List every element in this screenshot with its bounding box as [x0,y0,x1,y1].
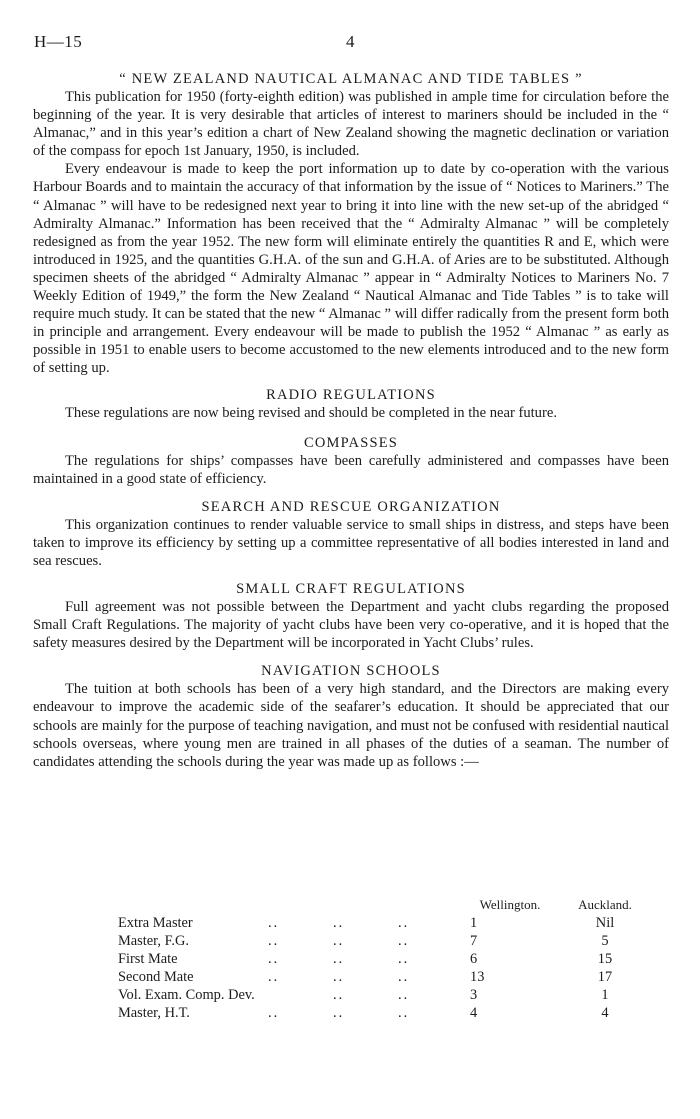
table-row [110,968,660,986]
table-row [110,950,660,968]
table-row [110,1004,660,1022]
wellington-value: 13 [470,969,485,985]
auckland-value: 5 [601,933,609,949]
row-label: Master, H.T. [118,1005,190,1021]
navigation-heading: NAVIGATION SCHOOLS [261,663,441,680]
row-label: Extra Master [118,915,193,931]
row-label: Master, F.G. [118,933,190,949]
column-header-wellington: Wellington. [479,897,541,912]
search-rescue-heading: SEARCH AND RESCUE ORGANIZATION [201,498,501,515]
compasses-heading: COMPASSES [303,434,399,451]
wellington-value: 7 [470,933,478,949]
auckland-value: 4 [601,1005,609,1021]
leader-dots: .. [268,915,280,931]
page-body [33,70,669,771]
leader-dots: .. [333,987,345,1003]
almanac-paragraph: This publication for 1950 (forty-eighth edition) was published in ample time for circulation before the beginning of the year. It is very desirable that articles of interest to mariners should be included in the “ Almanac,” and in this year’s edition a chart of New Zealand showing the magnetic declination or variation of the compass for epoch 1st January, 1950, is included. [33,89,669,160]
auckland-value: 17 [597,969,613,985]
leader-dots: .. [333,969,345,985]
auckland-value: 1 [601,987,609,1003]
leader-dots: .. [398,987,410,1003]
table-header-row [110,896,660,914]
radio-paragraph: These regulations are now being revised and should be completed in the near future. [65,404,557,421]
wellington-value: 3 [470,987,478,1003]
leader-dots: .. [333,915,345,931]
column-header-auckland: Auckland. [578,897,632,912]
leader-dots: .. [398,951,410,967]
leader-dots: .. [268,951,280,967]
compasses-paragraph: The regulations for ships’ compasses have been carefully administered and compasses have been maintained in a good state of efficiency. [33,452,669,487]
leader-dots: .. [268,969,280,985]
leader-dots [268,986,333,1004]
leader-dots: .. [333,1005,345,1021]
row-label: Second Mate [118,969,194,985]
row-label: Vol. Exam. Comp. Dev. [118,987,255,1003]
leader-dots: .. [398,915,410,931]
page-number: 4 [346,32,355,51]
wellington-value: 6 [470,951,478,967]
leader-dots: .. [398,933,410,949]
leader-dots: .. [398,1005,410,1021]
small-craft-heading: SMALL CRAFT REGULATIONS [236,581,466,598]
leader-dots: .. [268,933,280,949]
report-code: H—15 [34,32,83,51]
radio-heading: RADIO REGULATIONS [266,386,436,403]
small-craft-paragraph: Full agreement was not possible between the Department and yacht clubs regarding the proposed Small Craft Regulations. The majority of yacht clubs have been very co-operative, and it is hoped that the safety measures desired by the Department will be incorporated in Yacht Clubs’ rules. [33,599,669,652]
leader-dots: .. [398,969,410,985]
search-rescue-paragraph: This organization continues to render valuable service to small ships in distress, and steps have been taken to improve its efficiency by setting up a committee representative of all bodies interested in land and sea rescues. [33,516,669,569]
auckland-value: Nil [595,915,615,931]
leader-dots: .. [333,933,345,949]
navigation-paragraph: The tuition at both schools has been of a very high standard, and the Directors are making every endeavour to improve the academic side of the seafarer’s education. It should be appreciated that our schools are mainly for the purpose of teaching navigation, and must not be confused with residential nautical schools overseas, where young men are trained in all phases of the duties of a seaman. The number of candidates attending the schools during the year was made up as follows :— [33,681,669,770]
table-row [110,914,660,932]
table-row [110,932,660,950]
wellington-value: 4 [470,1005,478,1021]
auckland-value: 15 [597,951,613,967]
almanac-paragraph: Every endeavour is made to keep the port information up to date by co-operation with the various Harbour Boards and to maintain the accuracy of that information by the issue of “ Notices to Mariners.” The “ Almanac ” will have to be redesigned next year to bring it into line with the new set-up of the abridged “ Admiralty Almanac.” Information has been received that the “ Admiralty Almanac ” will be completely redesigned as from the year 1952. The new form will eliminate entirely the quantities R and E, which were introduced in 1925, and the quantities G.H.A. of the sun and G.H.A. of Aries are to be substituted. Although specimen sheets of the abridged “ Admiralty Almanac ” appear in “ Admiralty Notices to Mariners No. 7 Weekly Edition of 1949,” the form the New Zealand “ Nautical Almanac and Tide Tables ” is to take will require much study. It can be stated that the new “ Almanac ” will differ radically from the present form both in principle and arrangement. Every endeavour will be made to publish the 1952 “ Almanac ” as early as possible in 1951 to enable users to become accustomed to the new elements introduced and to the new form of setting up. [33,161,669,377]
leader-dots: .. [268,1005,280,1021]
table-row [110,986,660,1004]
row-label: First Mate [118,951,178,967]
almanac-heading: “ NEW ZEALAND NAUTICAL ALMANAC AND TIDE TABLES ” [119,71,583,87]
wellington-value: 1 [470,915,478,931]
candidates-table [110,896,660,1022]
leader-dots: .. [333,951,345,967]
